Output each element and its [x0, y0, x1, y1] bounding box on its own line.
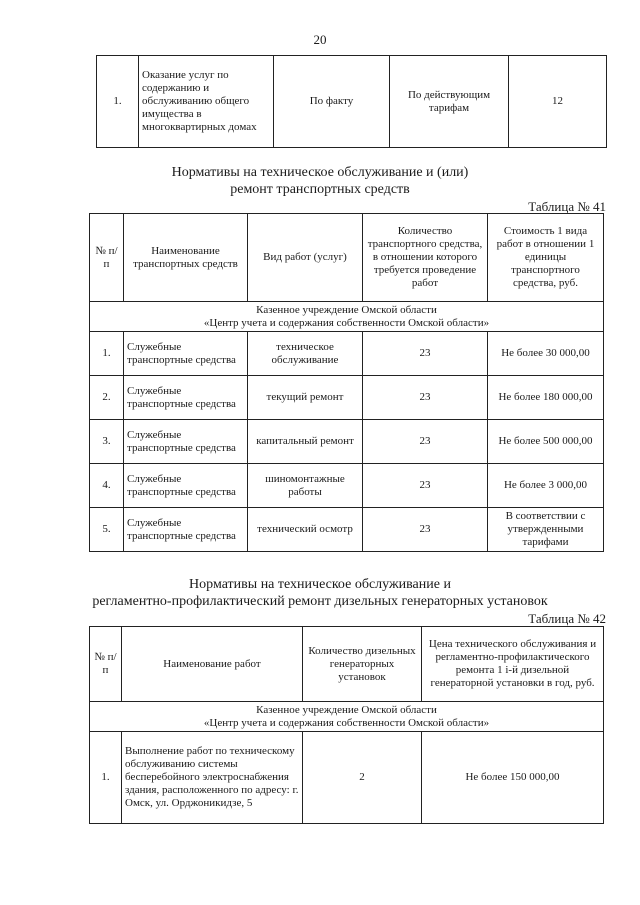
cost: Не более 180 000,00 [488, 376, 604, 420]
row-number: 1. [97, 56, 139, 148]
work-type: техническое обслуживание [248, 332, 363, 376]
table-header-row [90, 214, 604, 302]
table-header-row [90, 627, 604, 702]
row-number: 4. [90, 464, 124, 508]
org-line1: Казенное учреждение Омской области [256, 703, 437, 716]
work-type: капитальный ремонт [248, 420, 363, 464]
section42-title-line1: Нормативы на техническое обслуживание и [189, 577, 451, 592]
cost: В соответствии с утвержденными тарифами [488, 508, 604, 552]
cost: Не более 500 000,00 [488, 420, 604, 464]
header-qty: Количество дизельных генераторных установок [303, 627, 422, 702]
table-row [90, 332, 604, 376]
section42-title-line2: регламентно-профилактический ремонт дизельных генераторных установок [92, 594, 548, 609]
price-cell: По действующим тарифам [390, 56, 509, 148]
vehicle-name: Служебные транспортные средства [124, 464, 248, 508]
basis-cell: По факту [274, 56, 390, 148]
section41-title-line2: ремонт транспортных средств [230, 182, 410, 197]
top-table [96, 55, 607, 148]
vehicle-name: Служебные транспортные средства [124, 376, 248, 420]
header-work: Вид работ (услуг) [248, 214, 363, 302]
table-row [97, 56, 607, 148]
cost: Не более 30 000,00 [488, 332, 604, 376]
header-price: Цена технического обслуживания и регламентно-профилактического ремонта 1 i-й дизельной генераторной установки в год, руб. [422, 627, 604, 702]
header-cost: Стоимость 1 вида работ в отношении 1 единицы транспортного средства, руб. [488, 214, 604, 302]
page-number: 20 [313, 32, 327, 47]
quantity: 23 [363, 332, 488, 376]
org-cell [90, 302, 604, 332]
table-row [90, 732, 604, 824]
header-num: № п/п [90, 214, 124, 302]
row-number: 1. [90, 332, 124, 376]
quantity: 23 [363, 376, 488, 420]
work-type: шиномонтажные работы [248, 464, 363, 508]
work-type: текущий ремонт [248, 376, 363, 420]
quantity: 23 [363, 508, 488, 552]
table-row [90, 508, 604, 552]
table-42 [89, 626, 604, 824]
org-line2: «Центр учета и содержания собственности Омской области» [203, 716, 490, 729]
cost: Не более 3 000,00 [488, 464, 604, 508]
work-type: технический осмотр [248, 508, 363, 552]
table42-label: Таблица № 42 [528, 611, 606, 626]
org-cell [90, 702, 604, 732]
org-line1: Казенное учреждение Омской области [256, 303, 437, 316]
table-41 [89, 213, 604, 552]
quantity: 2 [303, 732, 422, 824]
table-row [90, 464, 604, 508]
table-row [90, 420, 604, 464]
org-row [90, 702, 604, 732]
price: Не более 150 000,00 [422, 732, 604, 824]
org-row [90, 302, 604, 332]
header-num: № п/п [90, 627, 122, 702]
work-name: Выполнение работ по техническому обслуживанию системы бесперебойного электроснабжения здания, расположенного по адресу: г. Омск, ул. Орджоникидзе, 5 [122, 732, 303, 824]
row-number: 3. [90, 420, 124, 464]
row-number: 5. [90, 508, 124, 552]
vehicle-name: Служебные транспортные средства [124, 508, 248, 552]
table-row [90, 376, 604, 420]
row-number: 2. [90, 376, 124, 420]
service-name: Оказание услуг по содержанию и обслуживанию общего имущества в многоквартирных домах [139, 56, 274, 148]
header-qty: Количество транспортного средства, в отношении которого требуется проведение работ [363, 214, 488, 302]
amount-cell: 12 [509, 56, 607, 148]
section41-title-line1: Нормативы на техническое обслуживание и (или) [171, 165, 469, 180]
table41-label: Таблица № 41 [528, 199, 606, 214]
header-name: Наименование транспортных средств [124, 214, 248, 302]
quantity: 23 [363, 420, 488, 464]
header-name: Наименование работ [122, 627, 303, 702]
row-number: 1. [90, 732, 122, 824]
vehicle-name: Служебные транспортные средства [124, 420, 248, 464]
org-line2: «Центр учета и содержания собственности Омской области» [203, 316, 490, 329]
vehicle-name: Служебные транспортные средства [124, 332, 248, 376]
quantity: 23 [363, 464, 488, 508]
